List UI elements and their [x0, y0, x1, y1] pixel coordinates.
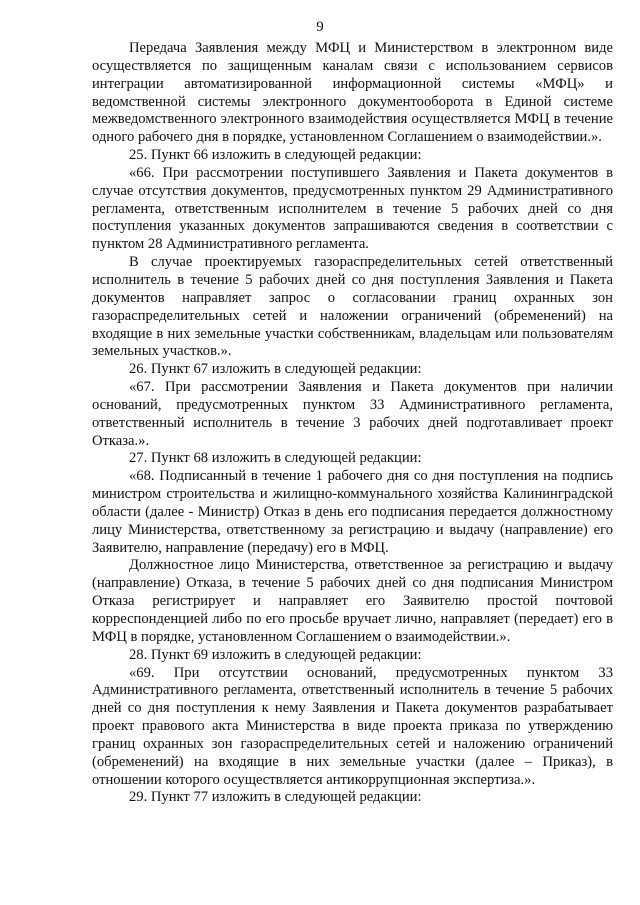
paragraph-67: «67. При рассмотрении Заявления и Пакета документов при наличии оснований, предусмотренных пунктом 33 Административного регламента, ответственный исполнитель в течение 3 рабочих дней подготавливает проект Отказа.». [92, 379, 613, 449]
amendment-item-29: 29. Пункт 77 изложить в следующей редакции: [129, 789, 422, 806]
amendment-item-26: 26. Пункт 67 изложить в следующей редакции: [129, 361, 422, 378]
amendment-item-25: 25. Пункт 66 изложить в следующей редакции: [129, 147, 422, 164]
amendment-item-27: 27. Пункт 68 изложить в следующей редакции: [129, 450, 422, 467]
paragraph-68: «68. Подписанный в течение 1 рабочего дня со дня поступления на подпись министром строительства и жилищно-коммунального хозяйства Калининградской области (далее - Министр) Отказ в день его подписания передается должностному лицу Министерства, ответственному за регистрацию и выдачу (направление) его Заявителю, направление (передачу) его в МФЦ. [92, 468, 613, 556]
paragraph-69: «69. При отсутствии оснований, предусмотренных пунктом 33 Административного регламента, ответственный исполнитель в течение 5 рабочих дней со дня поступления к нему Заявления и Пакета документов разрабатывает проект правового акта Министерства в виде проекта приказа по утверждению границ охранных зон газораспределительных сетей и наложению ограничений (обременений) на входящие в них земельные участки (далее – Приказ), в отношении которого осуществляется антикоррупционная экспертиза.». [92, 664, 613, 788]
paragraph-mfc-transfer: Передача Заявления между МФЦ и Министерством в электронном виде осуществляется по защищенным каналам связи с использованием сервисов интеграции автоматизированной информационной системы «МФЦ» и ведомственной системы электронного документооборота в Единой системе межведомственного электронного взаимодействия осуществляется МФЦ в течение одного рабочего дня в порядке, установленном Соглашением о взаимодействии.». [92, 40, 613, 146]
document-body [92, 40, 613, 807]
paragraph-66: «66. При рассмотрении поступившего Заявления и Пакета документов в случае отсутствия документов, предусмотренных пунктом 29 Административного регламента, ответственным исполнителем в течение 5 рабочих дней со дня поступления указанных документов запрашиваются сведения в соответствии с пунктом 28 Административного регламента. [92, 164, 613, 253]
amendment-item-28: 28. Пункт 69 изложить в следующей редакции: [129, 646, 422, 663]
page-number: 9 [316, 19, 324, 35]
paragraph-official-refusal: Должностное лицо Министерства, ответственное за регистрацию и выдачу (направление) Отказа, в течение 5 рабочих дней со дня подписания Министром Отказа регистрирует и направляет его Заявителю простой почтовой корреспонденцией либо по его просьбе вручает лично, направляет (передает) его в МФЦ в порядке, установленном Соглашением о взаимодействии.». [92, 557, 613, 645]
paragraph-gas-networks: В случае проектируемых газораспределительных сетей ответственный исполнитель в течение 5 рабочих дней со дня поступления Заявления и Пакета документов направляет запрос о согласовании границ охранных зон газораспределительных сетей и наложении ограничений (обременений) на входящие в них земельные участки собственникам, владельцам или пользователям земельных участков.». [92, 254, 613, 360]
